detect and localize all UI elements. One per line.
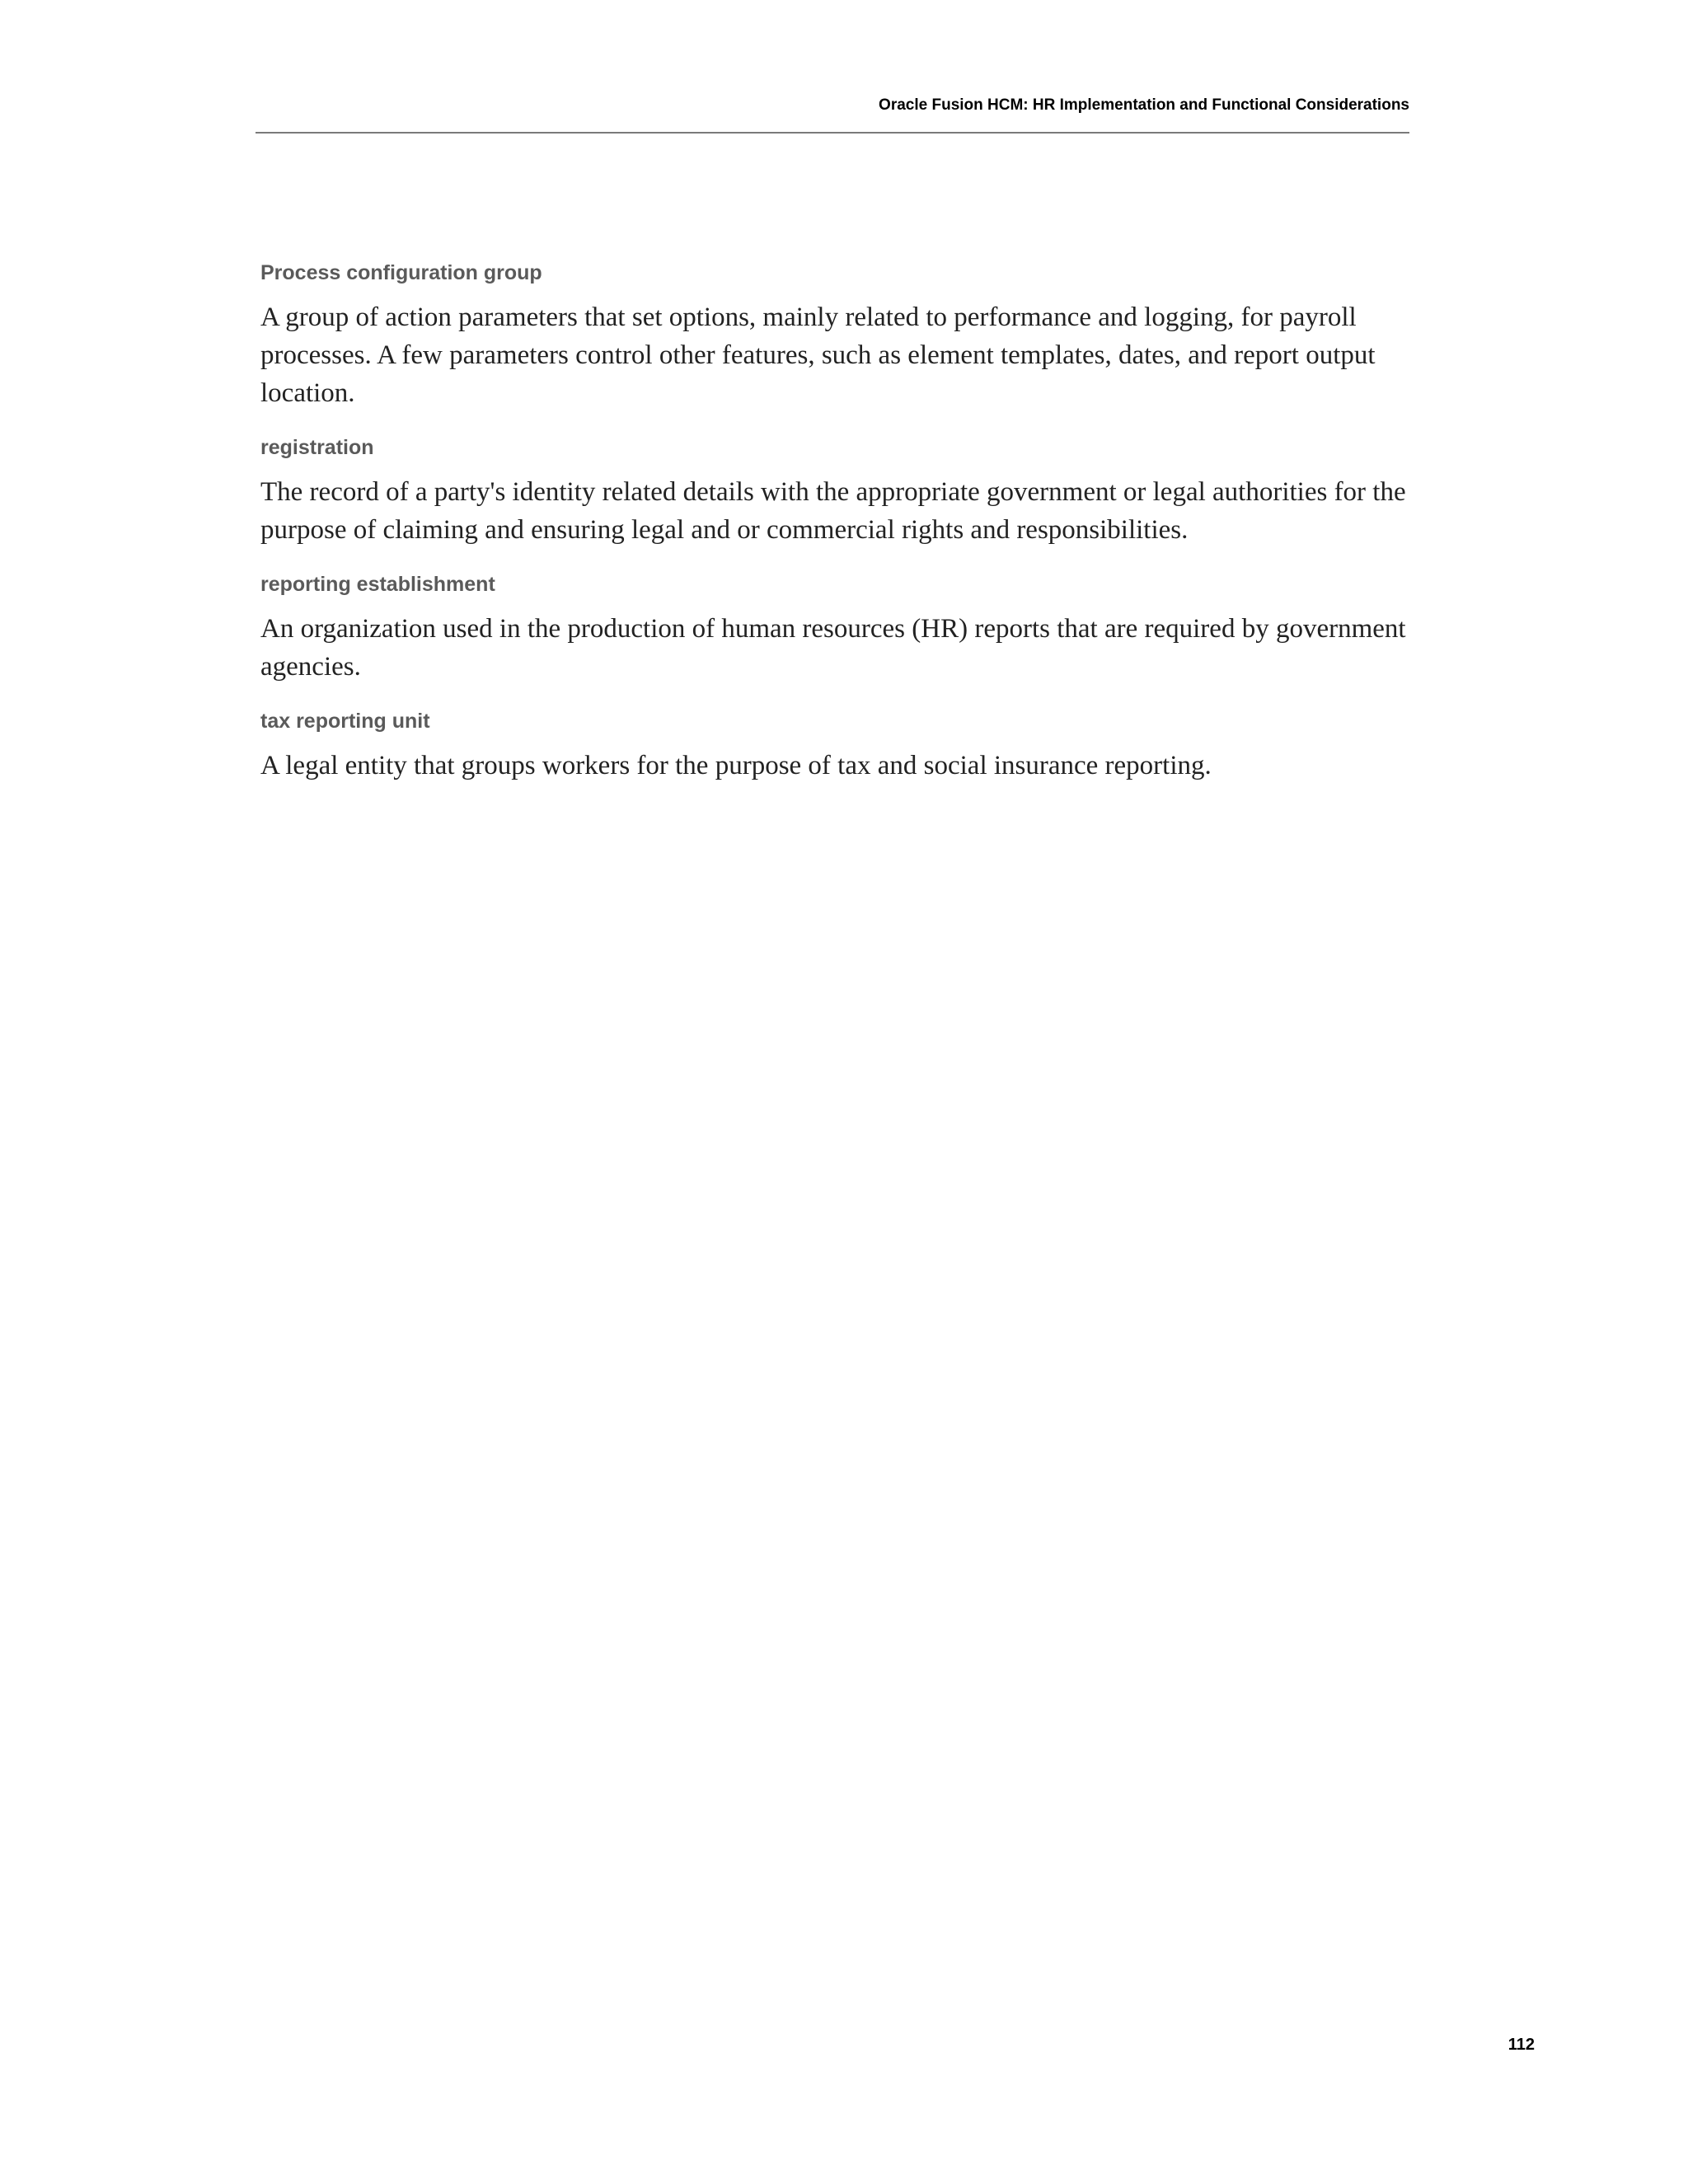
header-rule xyxy=(256,132,1409,134)
glossary-term: registration xyxy=(260,436,374,459)
glossary-entry xyxy=(260,259,1408,412)
glossary-definition: An organization used in the production of human resources (HR) reports that are required by government agencies. xyxy=(260,614,1406,682)
glossary-definition: A group of action parameters that set options, mainly related to performance and logging, for payroll processes. A few parameters control other features, such as element templates, dates, and report output location. xyxy=(260,302,1376,408)
glossary-definition: The record of a party's identity related details with the appropriate government or legal authorities for the purpose of claiming and ensuring legal and or commercial rights and responsibilities. xyxy=(260,477,1406,545)
page-number: 112 xyxy=(1507,2036,1535,2054)
glossary-entry xyxy=(260,707,1408,785)
glossary-term: tax reporting unit xyxy=(260,710,430,733)
glossary-term: Process configuration group xyxy=(260,261,542,284)
glossary-entry xyxy=(260,434,1408,549)
running-header: Oracle Fusion HCM: HR Implementation and Functional Considerations xyxy=(879,96,1409,114)
glossary-definition: A legal entity that groups workers for the purpose of tax and social insurance reporting. xyxy=(260,751,1212,780)
glossary-term: reporting establishment xyxy=(260,573,495,596)
glossary-content xyxy=(260,259,1408,806)
glossary-entry xyxy=(260,570,1408,686)
